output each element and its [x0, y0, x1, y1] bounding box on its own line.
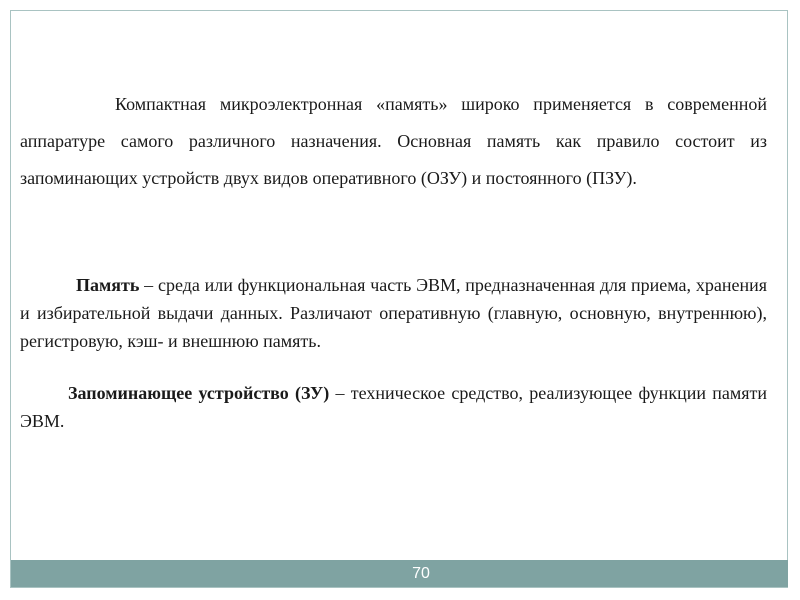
memory-definition-text: – среда или функциональная часть ЭВМ, предназначенная для приема, хранения и избирательной выдачи данных. Различают оперативную (главную, основную, внутреннюю), регистровую, кэш- и внешнюю память. [20, 275, 767, 351]
storage-device-definition-paragraph [20, 379, 767, 435]
page-number: 70 [412, 565, 430, 582]
storage-device-term: Запоминающее устройство (ЗУ) [68, 383, 330, 403]
memory-definition-paragraph [20, 271, 767, 355]
intro-paragraph: Компактная микроэлектронная «память» широко применяется в современной аппаратуре самого различного назначения. Основная память как правило состоит из запоминающих устройств двух видов оперативного (ОЗУ) и постоянного (ПЗУ). [20, 94, 767, 188]
footer-bar [11, 560, 788, 587]
storage-device-definition-text: – техническое средство, реализующее функции памяти ЭВМ. [20, 383, 767, 431]
memory-term: Память [76, 275, 140, 295]
